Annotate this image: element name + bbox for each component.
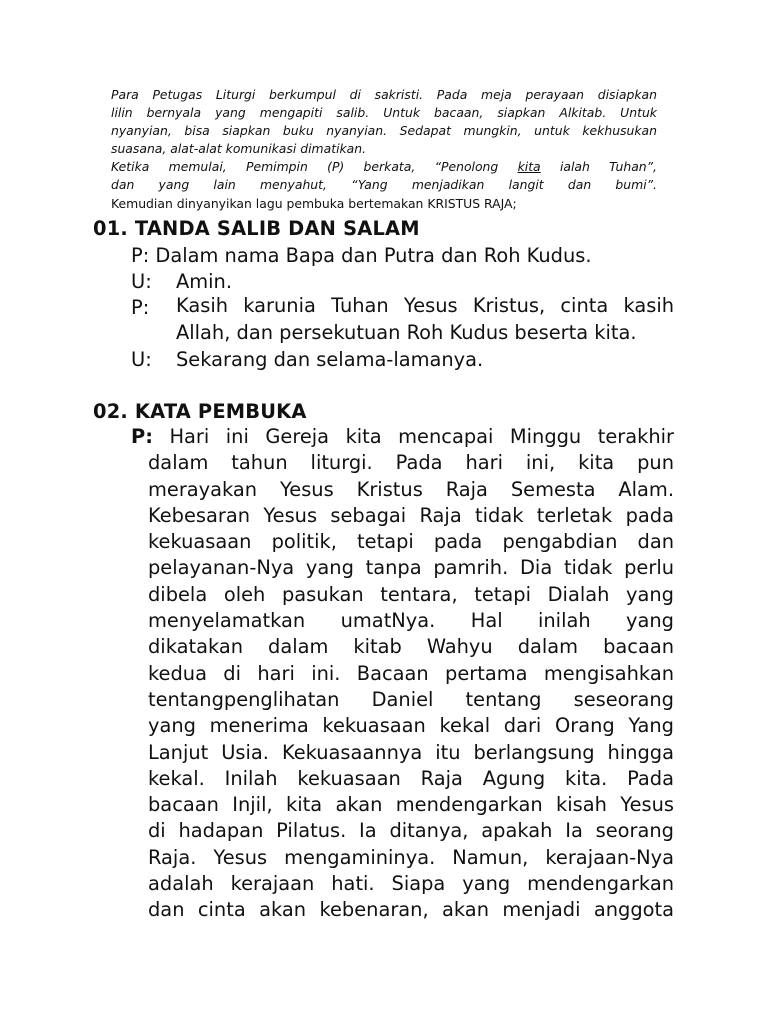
text-line: dalam tahun liturgi. Pada hari ini, kita pun [148,451,674,475]
text-line: dibela oleh pasukan tentara, tetapi Dialah yang [148,582,674,606]
section-heading: 01. TANDA SALIB DAN SALAM [93,217,420,240]
text-line: di hadapan Pilatus. Ia ditanya, apakah Ia seorang [148,819,674,843]
text-line: pelayanan-Nya yang tanpa pamrih. Dia tidak perlu [148,556,674,580]
intro-rubric [111,86,657,213]
speaker-tag: U: [131,348,152,371]
text-line: tentangpenglihatan Daniel tentang seseorang [148,687,674,711]
paragraph-body [148,450,674,923]
text-line: kedua di hari ini. Bacaan pertama mengisahkan [148,661,674,685]
text-line: Raja. Yesus mengamininya. Namun, kerajaan-Nya [148,845,674,869]
text-line: Allah, dan persekutuan Roh Kudus beserta kita. [176,321,637,344]
speaker-tag: P: [131,425,153,448]
intro-line [111,158,657,176]
intro-line: suasana, alat-alat komunikasi dimatikan. [111,141,367,157]
text-line: Kebesaran Yesus sebagai Raja tidak terletak pada [148,503,674,527]
opening-words [131,424,674,924]
section-heading: 02. KATA PEMBUKA [93,400,307,423]
intro-line: Para Petugas Liturgi berkumpul di sakristi. Pada meja perayaan disiapkan [111,87,657,102]
text-line: dan cinta akan kebenaran, akan menjadi anggota [148,898,674,922]
text-line: Lanjut Usia. Kekuasaannya itu berlangsung hingga [148,740,674,764]
text-span: Hari ini Gereja kita mencapai Minggu terakhir [152,425,674,448]
text-line: yang menerima kekuasaan kekal dari Orang Yang [148,714,674,738]
text-line: merayakan Yesus Kristus Raja Semesta Alam. [148,477,674,501]
liturgy-text [176,292,674,346]
text-line: bacaan Injil, kita akan mendengarkan kisah Yesus [148,793,674,817]
text-line: kekuasaan politik, tetapi pada pengabdian dan [148,530,674,554]
intro-line: dan yang lain menyahut, “Yang menjadikan langit dan bumi”. [111,177,657,193]
speaker-tag: U: [131,270,152,293]
intro-text: Ketika memulai, Pemimpin (P) berkata, “Penolong [111,159,518,175]
intro-text: ialah Tuhan”, [540,159,657,175]
text-line: menyelamatkan umatNya. Hal inilah yang [148,609,674,633]
intro-line: Kemudian dinyanyikan lagu pembuka bertemakan KRISTUS RAJA; [111,195,517,211]
intro-line: lilin bernyala yang mengapiti salib. Untuk bacaan, siapkan Alkitab. Untuk [111,105,657,121]
text-line: Kasih karunia Tuhan Yesus Kristus, cinta kasih [176,294,674,317]
text-line: dikatakan dalam kitab Wahyu dalam bacaan [148,635,674,659]
liturgy-text: Sekarang dan selama-lamanya. [176,348,484,371]
underlined-word: kita [517,159,541,175]
text-line: adalah kerajaan hati. Siapa yang mendengarkan [148,872,674,896]
intro-line: nyanyian, bisa siapkan buku nyanyian. Sedapat mungkin, untuk kekhusukan [111,123,657,139]
text-line [131,424,674,450]
liturgy-line: P: Dalam nama Bapa dan Putra dan Roh Kudus. [131,244,592,267]
speaker-tag: P: [131,296,150,319]
text-line: kekal. Inilah kekuasaan Raja Agung kita. Pada [148,766,674,790]
liturgy-text: Amin. [176,270,232,293]
